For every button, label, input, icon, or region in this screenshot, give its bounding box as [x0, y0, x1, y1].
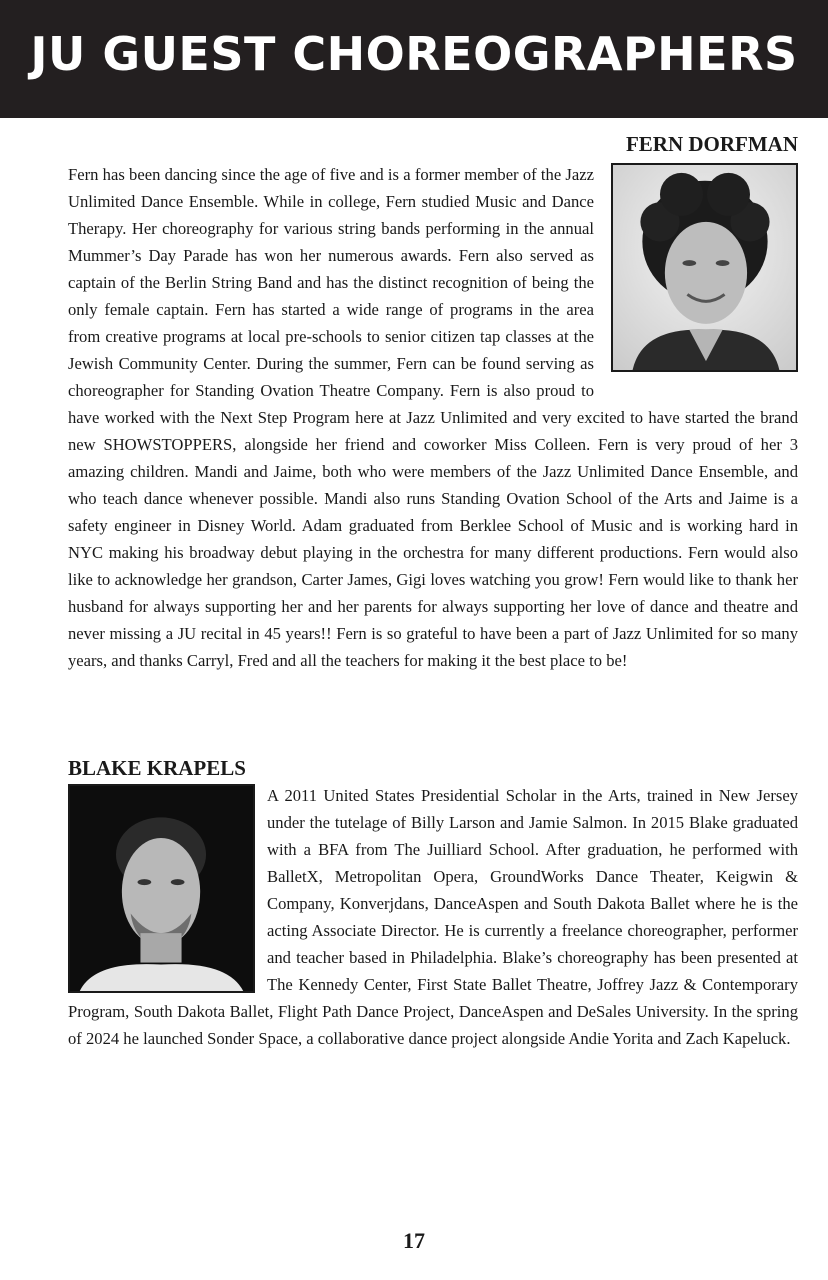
blake-krapels-photo — [68, 784, 255, 993]
header-banner — [0, 0, 828, 118]
fern-dorfman-photo — [611, 163, 798, 372]
page-title: JU GUEST CHOREOGRAPHERS — [30, 27, 798, 81]
blake-krapels-name: BLAKE KRAPELS — [68, 756, 246, 780]
blake-krapels-bio: A 2011 United States Presidential Scholar in the Arts, trained in New Jersey under the tutelage of Billy Larson and Jamie Salmon. In 2015 Blake graduated with a BFA from The Juilliard School. After graduation, he performed with BalletX, Metropolitan Opera, GroundWorks Dance Theater, Keigwin & Company, Konverjdans, DanceAspen and South Dakota Ballet where he is the acting Associate Director. He is currently a freelance choreographer, performer and teacher based in Philadelphia. Blake’s choreography has been presented at The Kennedy Center, First State Ballet Theatre, Joffrey Jazz & Contemporary Program, South Dakota Ballet, Flight Path Dance Project, DanceAspen and DeSales University. In the spring of 2024 he launched Sonder Space, a collaborative dance project alongside Andie Yorita and Zach Kapeluck. — [68, 786, 798, 1048]
blake-krapels-section — [68, 782, 798, 1052]
page-number: 17 — [403, 1228, 425, 1253]
fern-dorfman-section — [68, 161, 798, 674]
fern-dorfman-bio: Fern has been dancing since the age of five and is a former member of the Jazz Unlimited Dance Ensemble. While in college, Fern studied Music and Dance Therapy. Her choreography for various string bands performing in the annual Mummer’s Day Parade has won her numerous awards. Fern also served as captain of the Berlin String Band and has the distinct recognition of being the only female captain. Fern has started a wide range of programs in the area from creative programs at local pre-schools to senior citizen tap classes at the Jewish Community Center. During the summer, Fern can be found serving as choreographer for Standing Ovation Theatre Company. Fern is also proud to have worked with the Next Step Program here at Jazz Unlimited and very excited to have started the brand new SHOWSTOPPERS, alongside her friend and coworker Miss Colleen. Fern is very proud of her 3 amazing children. Mandi and Jaime, both who were members of the Jazz Unlimited Dance Ensemble, and who teach dance whenever possible. Mandi also runs Standing Ovation School of the Arts and Jaime is a safety engineer in Disney World. Adam graduated from Berklee School of Music and is working hard in NYC making his broadway debut playing in the orchestra for many different productions. Fern would also like to acknowledge her grandson, Carter James, Gigi loves watching you grow! Fern would like to thank her husband for always supporting her and her parents for always supporting her love of dance and theatre and never missing a JU recital in 45 years!! Fern is so grateful to have been a part of Jazz Unlimited for so many years, and thanks Carryl, Fred and all the teachers for making it the best place to be! — [68, 165, 798, 670]
fern-dorfman-name: FERN DORFMAN — [625, 132, 798, 156]
